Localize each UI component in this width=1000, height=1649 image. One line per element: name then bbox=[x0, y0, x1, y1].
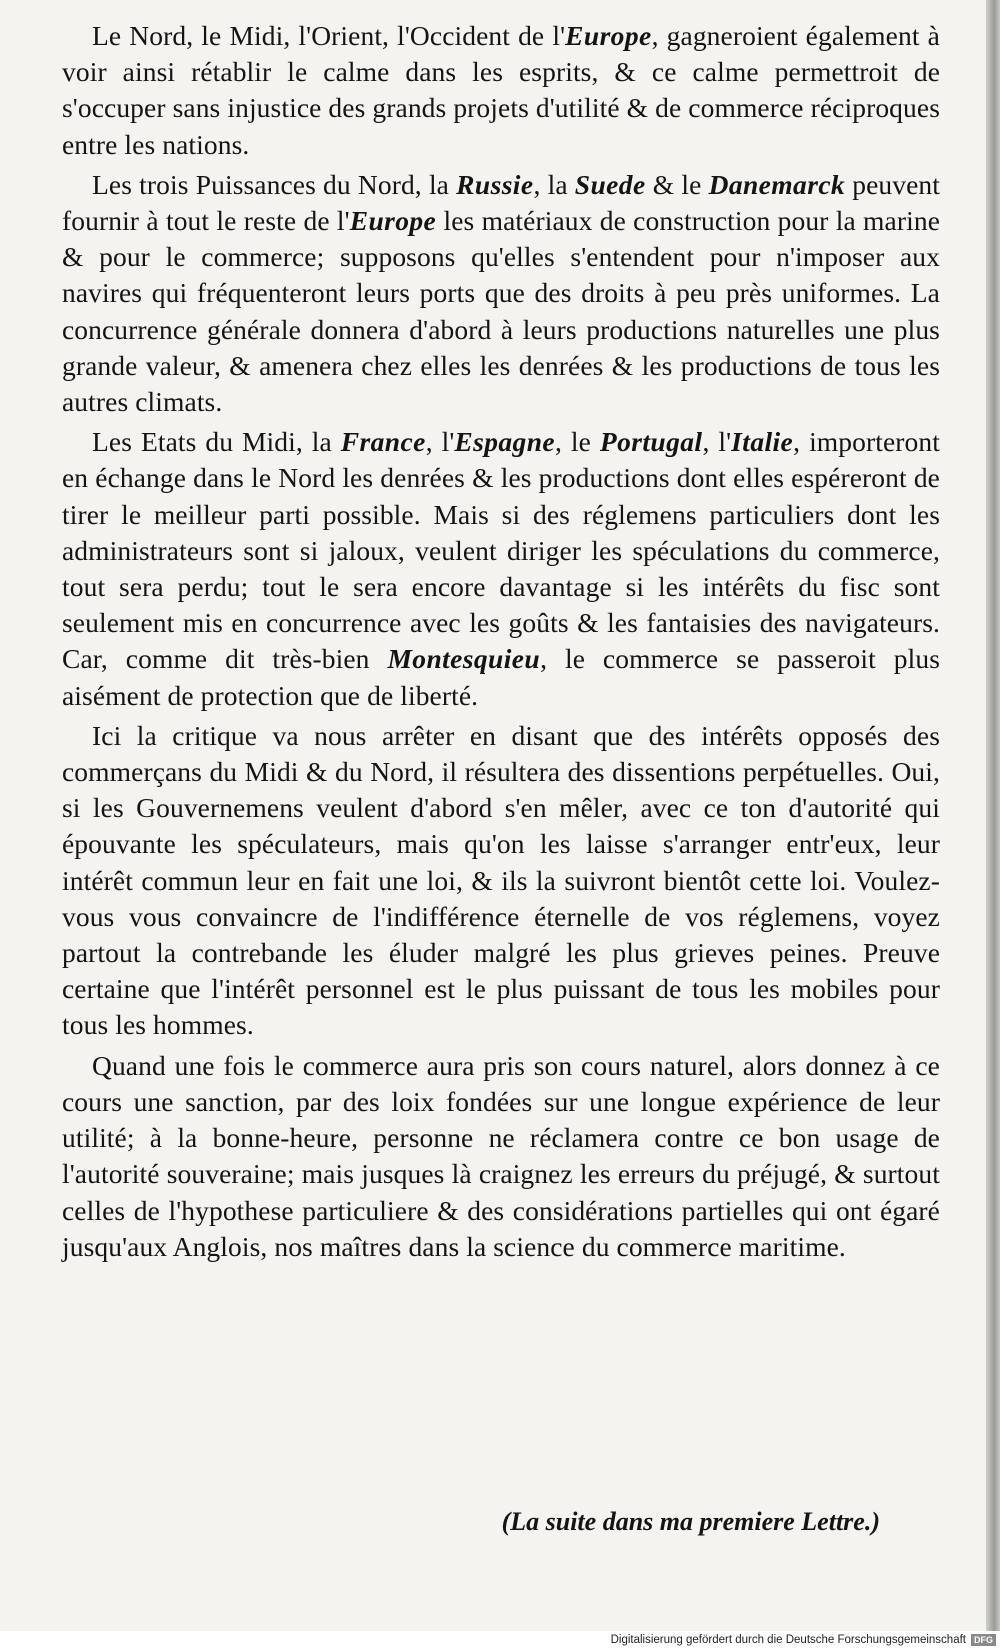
italic-run: Montesquieu bbox=[387, 643, 541, 675]
paragraph bbox=[62, 1048, 940, 1265]
closing-note: (La suite dans ma premiere Lettre.) bbox=[501, 1507, 880, 1536]
text-run: , le bbox=[555, 426, 600, 458]
text-run: les matériaux de construction pour la marine & pour le commerce; supposons qu'elles s'entendent pour n'imposer aux navires qui fréquenteront leurs ports que des droits à peu près uniformes. La concurrence générale donnera d'abord à leurs productions naturelles une plus grande valeur, & amenera chez elles les denrées & les productions de tous les autres climats. bbox=[62, 205, 941, 418]
italic-run: Europe bbox=[349, 205, 437, 237]
paragraph bbox=[62, 167, 940, 420]
digitization-footer bbox=[0, 1631, 1000, 1649]
italic-run: Danemarck bbox=[708, 168, 846, 200]
paragraph bbox=[62, 424, 940, 714]
text-run: Les trois Puissances du Nord, la bbox=[92, 168, 457, 200]
text-run: , la bbox=[533, 168, 575, 200]
italic-run: Europe bbox=[565, 20, 652, 51]
text-run: Les Etats du Midi, la bbox=[92, 426, 341, 458]
paragraph bbox=[62, 18, 940, 163]
italic-run: France bbox=[340, 426, 426, 458]
italic-run: Russie bbox=[456, 168, 534, 200]
text-run: , gagneroient également à voir ainsi rétablir le calme dans les esprits, & ce calme permettroit de s'occuper sans injustice des grands projets d'utilité & de commerce réciproques entre les nations. bbox=[62, 20, 940, 160]
text-run: , l' bbox=[702, 426, 732, 458]
text-run: , importeront en échange dans le Nord les denrées & les productions dont elles espéreront de tirer le meilleur parti possible. Mais si des réglemens particuliers dont les administrateurs sont si jaloux, veulent diriger les spéculations du commerce, tout sera perdu; tout le sera encore davantage si les intérêts du fisc sont seulement mis en concurrence avec les goûts & les fantaisies des navigateurs. Car, comme dit très-bien bbox=[62, 426, 940, 675]
text-run: Quand une fois le commerce aura pris son cours naturel, alors donnez à ce cours une sanction, par des loix fondées sur une longue expérience de leur utilité; à la bonne-heure, personne ne réclamera contre ce bon usage de l'autorité souveraine; mais jusques là craignez les erreurs du préjugé, & surtout celles de l'hypothese particuliere & des considérations partielles qui ont égaré jusqu'aux Anglois, nos maîtres dans la science du commerce maritime. bbox=[62, 1049, 940, 1262]
italic-run: Espagne bbox=[454, 426, 556, 458]
body-text bbox=[62, 18, 940, 1265]
text-run: , l' bbox=[425, 426, 455, 458]
text-run: peuvent fournir à tout le reste de l' bbox=[62, 168, 940, 237]
italic-run: Portugal bbox=[599, 426, 703, 458]
page-edge-shadow bbox=[986, 0, 1000, 1640]
text-run: Ici la critique va nous arrêter en disant que des intérêts opposés des commerçans du Midi & du Nord, il résultera des dissentions perpétuelles. Oui, si les Gouvernemens veulent d'abord s'en mêler, avec ce ton d'autorité qui épouvante les spéculateurs, mais qu'on les laisse s'arranger entr'eux, leur intérêt commun leur en fait une loi, & ils la suivront bientôt cette loi. Voulez-vous vous convaincre de l'indifférence éternelle de vos réglemens, voyez partout la contrebande les éluder malgré les plus grieves peines. Preuve certaine que l'intérêt personnel est le plus puissant de tous les mobiles pour tous les hommes. bbox=[62, 719, 940, 1041]
italic-run: Suede bbox=[574, 168, 646, 200]
dfg-logo: DFG bbox=[971, 1634, 996, 1646]
text-run: & le bbox=[645, 168, 709, 200]
text-run: Le Nord, le Midi, l'Orient, l'Occident de l' bbox=[92, 20, 566, 51]
footer-credit: Digitalisierung gefördert durch die Deutsche Forschungsgemeinschaft bbox=[610, 1634, 966, 1646]
italic-run: Italie bbox=[731, 426, 794, 458]
paragraph bbox=[62, 718, 940, 1044]
text-run: , le commerce se passeroit plus aisément de protection que de liberté. bbox=[62, 643, 940, 711]
